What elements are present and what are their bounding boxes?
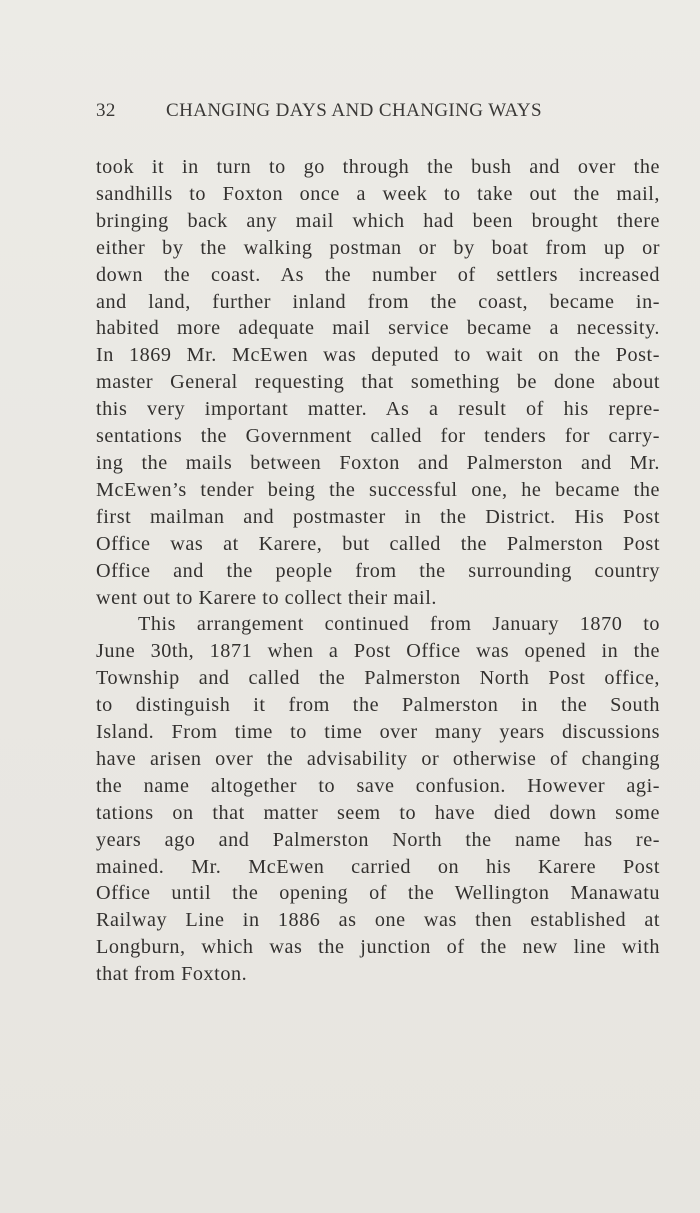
text-line: took it in turn to go through the bush and over the xyxy=(96,156,660,178)
body-text xyxy=(96,154,660,988)
text-line: the name altogether to save confusion. However agi- xyxy=(96,774,660,797)
paragraph-2 xyxy=(96,611,660,988)
text-line: This arrangement continued from January 1870 to xyxy=(138,613,660,636)
text-line: that from Foxton. xyxy=(96,963,248,986)
text-line: Township and called the Palmerston North Post office, xyxy=(96,667,660,690)
text-line: and land, further inland from the coast, became in- xyxy=(96,290,660,313)
text-line: ing the mails between Foxton and Palmerston and Mr. xyxy=(96,451,660,474)
text-line: master General requesting that something be done about xyxy=(96,371,660,394)
text-line: sentations the Government called for tenders for carry- xyxy=(96,425,660,448)
page-number: 32 xyxy=(96,100,116,121)
text-line: this very important matter. As a result of his repre- xyxy=(96,398,660,421)
text-line: either by the walking postman or by boat from up or xyxy=(96,236,660,259)
text-line: Railway Line in 1886 as one was then established at xyxy=(96,909,660,932)
text-line: Office and the people from the surrounding country xyxy=(96,559,660,582)
text-line: first mailman and postmaster in the District. His Post xyxy=(96,505,660,528)
text-line: went out to Karere to collect their mail. xyxy=(96,586,437,609)
text-line: to distinguish it from the Palmerston in the South xyxy=(96,694,660,717)
running-title: CHANGING DAYS AND CHANGING WAYS xyxy=(166,100,542,121)
paragraph-1 xyxy=(96,154,660,611)
text-line: McEwen’s tender being the successful one, he became the xyxy=(96,478,660,501)
running-head xyxy=(96,100,588,126)
text-line: In 1869 Mr. McEwen was deputed to wait on the Post- xyxy=(96,344,660,367)
text-line: Longburn, which was the junction of the new line with xyxy=(96,936,660,959)
text-line: Office until the opening of the Wellington Manawatu xyxy=(96,882,660,905)
text-line: Island. From time to time over many years discussions xyxy=(96,721,660,744)
text-line: Office was at Karere, but called the Palmerston Post xyxy=(96,532,660,555)
text-line: June 30th, 1871 when a Post Office was opened in the xyxy=(96,640,660,663)
text-line: sandhills to Foxton once a week to take out the mail, xyxy=(96,182,660,205)
text-line: mained. Mr. McEwen carried on his Karere Post xyxy=(96,855,660,878)
text-line: down the coast. As the number of settlers increased xyxy=(96,263,660,286)
text-line: tations on that matter seem to have died down some xyxy=(96,801,660,824)
text-line: habited more adequate mail service became a necessity. xyxy=(96,317,660,340)
text-line: have arisen over the advisability or otherwise of changing xyxy=(96,747,660,770)
text-line: bringing back any mail which had been brought there xyxy=(96,209,660,232)
text-line: years ago and Palmerston North the name has re- xyxy=(96,828,660,851)
